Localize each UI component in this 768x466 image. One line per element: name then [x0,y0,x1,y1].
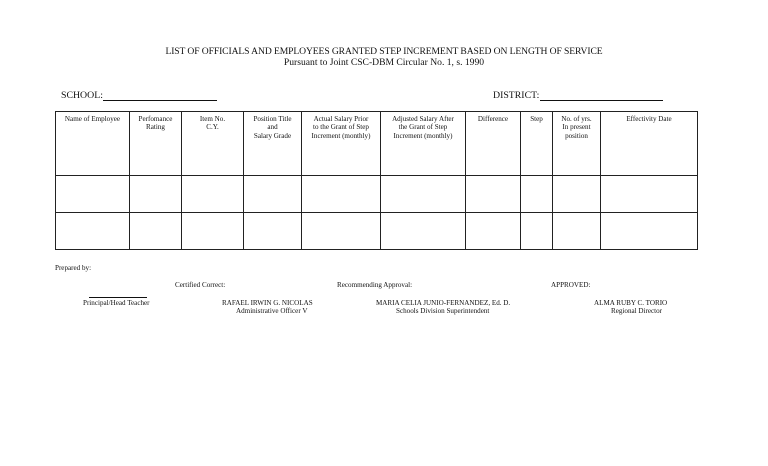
table-cell[interactable] [521,176,553,213]
table-cell[interactable] [244,176,302,213]
table-cell[interactable] [302,213,381,250]
document-subtitle: Pursuant to Joint CSC-DBM Circular No. 1, s. 1990 [283,57,485,68]
table-cell[interactable] [466,213,521,250]
table-cell[interactable] [182,176,244,213]
approved-role: Regional Director [611,307,663,315]
table-cell[interactable] [381,213,466,250]
header-adjusted-salary: Adjusted Salary After the Grant of Step Increment (monthly) [381,112,466,176]
district-field-line[interactable] [540,100,663,101]
approved-name: ALMA RUBY C. TORIO [594,299,668,307]
header-position-title: Position Title and Salary Grade [244,112,302,176]
header-performance-rating: Perfomance Rating [130,112,182,176]
header-effectivity-date: Effectivity Date [601,112,698,176]
table-cell[interactable] [130,176,182,213]
school-field-line[interactable] [103,100,217,101]
header-name-of-employee: Name of Employee [56,112,130,176]
header-step: Step [521,112,553,176]
table-cell[interactable] [182,213,244,250]
recommending-approval-label: Recommending Approval: [337,281,413,289]
approved-label: APPROVED: [551,281,591,289]
table-cell[interactable] [466,176,521,213]
table-cell[interactable] [56,176,130,213]
table-cell[interactable] [302,176,381,213]
table-cell[interactable] [553,213,601,250]
certified-correct-label: Certified Correct: [175,281,226,289]
header-actual-salary: Actual Salary Prior to the Grant of Step Increment (monthly) [302,112,381,176]
table-cell[interactable] [244,213,302,250]
table-cell[interactable] [521,213,553,250]
step-increment-table [55,111,698,250]
prepared-signature-line[interactable] [89,297,147,298]
table-cell[interactable] [553,176,601,213]
table-header-row [56,112,698,176]
school-label: SCHOOL: [61,90,103,101]
header-item-no: Item No. C.Y. [182,112,244,176]
table-cell[interactable] [381,176,466,213]
table-cell[interactable] [601,176,698,213]
table-row [56,213,698,250]
recommending-role: Schools Division Superintendent [396,307,490,315]
table-row [56,176,698,213]
table-cell[interactable] [601,213,698,250]
certified-name: RAFAEL IRWIN G. NICOLAS [222,299,313,307]
prepared-by-label: Prepared by: [55,264,92,272]
header-difference: Difference [466,112,521,176]
district-label: DISTRICT: [493,90,540,101]
document-title: LIST OF OFFICIALS AND EMPLOYEES GRANTED STEP INCREMENT BASED ON LENGTH OF SERVICE [165,46,603,57]
certified-role: Administrative Officer V [236,307,308,315]
table-cell[interactable] [130,213,182,250]
table-cell[interactable] [56,213,130,250]
recommending-name: MARIA CELIA JUNIO-FERNANDEZ, Ed. D. [376,299,511,307]
prepared-role: Principal/Head Teacher [83,299,150,307]
header-years-in-position: No. of yrs. In present position [553,112,601,176]
